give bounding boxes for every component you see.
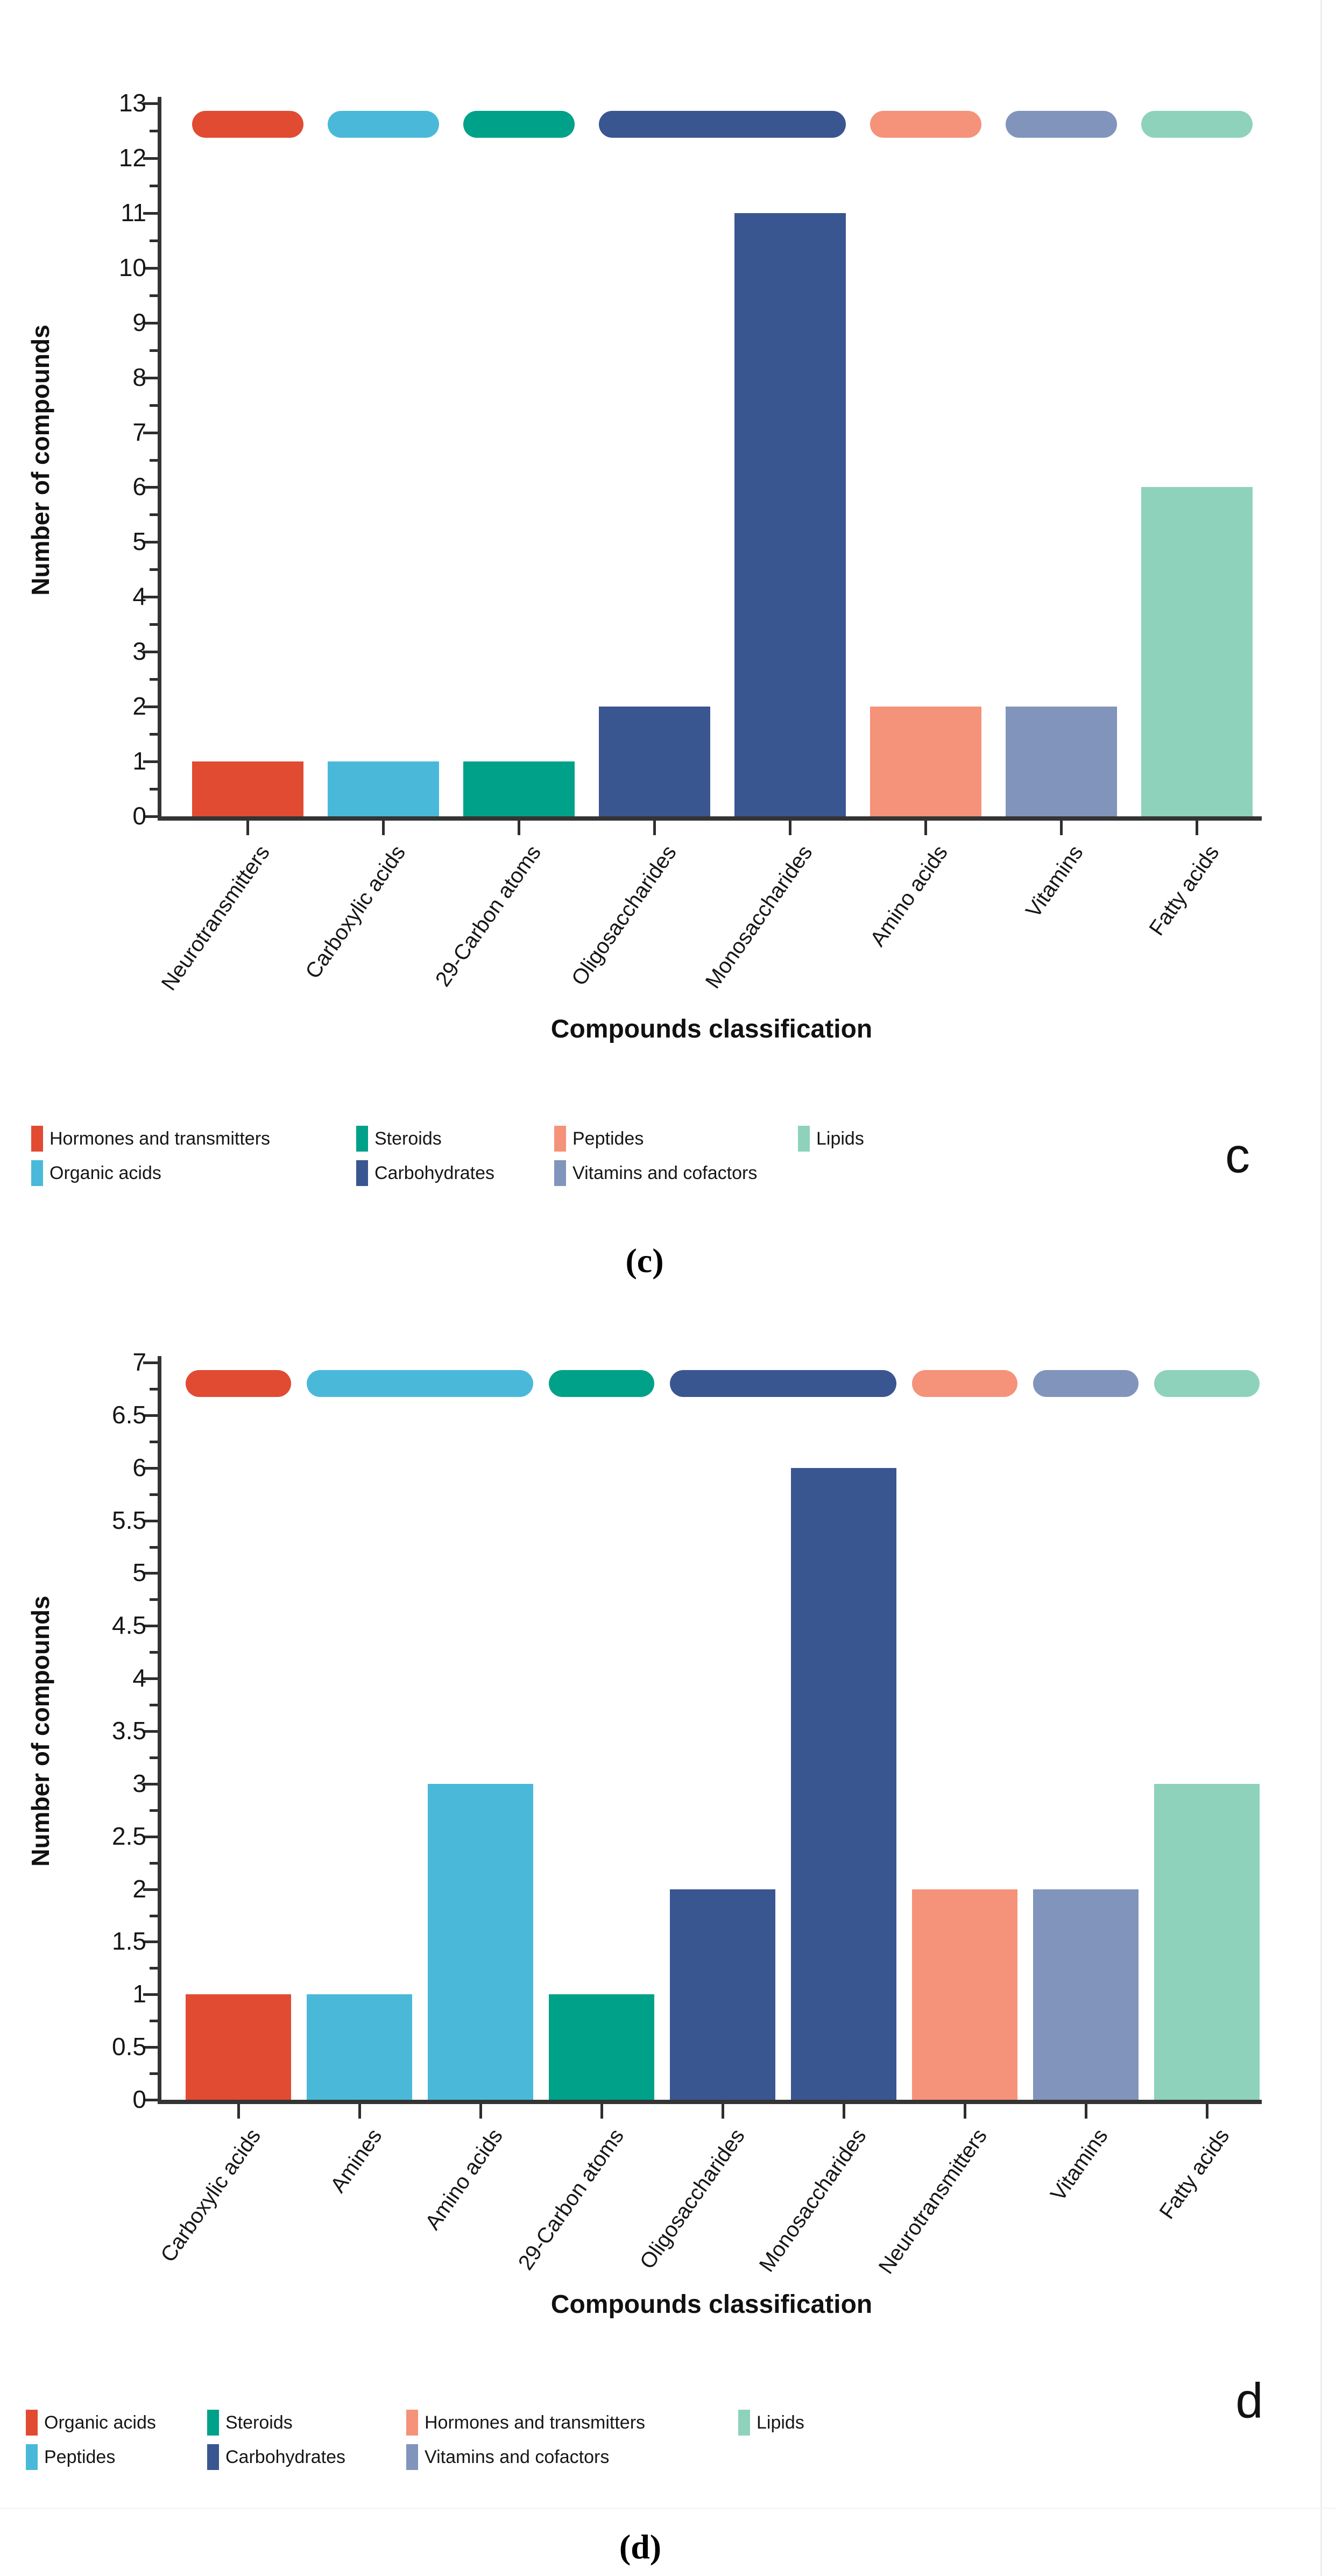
y-tick-label: 1.5 (112, 1927, 146, 1956)
legend-swatch (207, 2410, 219, 2436)
bar (1154, 1784, 1260, 2100)
page-band-line (0, 2508, 1336, 2509)
x-tick (600, 2104, 603, 2119)
group-pill (463, 111, 575, 138)
x-tick-label: Monosaccharides (754, 2125, 871, 2277)
y-minor-tick (150, 1915, 158, 1917)
y-minor-tick (150, 2020, 158, 2022)
y-minor-tick (150, 1546, 158, 1549)
x-tick (1085, 2104, 1087, 2119)
y-tick-label: 3 (132, 637, 146, 666)
y-minor-tick (150, 623, 158, 626)
legend-swatch (31, 1160, 43, 1186)
x-tick (237, 2104, 240, 2119)
x-tick (1206, 2104, 1208, 2119)
y-minor-tick (150, 294, 158, 297)
legend-label: Organic acids (50, 1163, 161, 1183)
y-tick-label: 6 (132, 1453, 146, 1481)
group-pill (1006, 111, 1117, 138)
x-tick (246, 821, 249, 835)
group-pill (670, 1370, 896, 1397)
x-tick-label: Fatty acids (1155, 2125, 1234, 2224)
bar (1141, 487, 1253, 816)
y-minor-tick (150, 1493, 158, 1496)
legend-swatch (406, 2410, 418, 2436)
x-axis-title: Compounds classification (550, 1015, 873, 1043)
y-minor-tick (150, 1441, 158, 1443)
bar (870, 707, 981, 816)
y-tick-label: 0 (132, 2085, 146, 2113)
legend-label: Vitamins and cofactors (425, 2447, 610, 2467)
x-tick-label: Vitamins (1046, 2125, 1113, 2206)
group-pill (549, 1370, 654, 1397)
y-minor-tick (150, 1704, 158, 1706)
x-tick-label: Oligosaccharides (635, 2125, 750, 2274)
x-tick-label: Vitamins (1021, 841, 1088, 922)
y-minor-tick (150, 239, 158, 242)
x-axis-line (158, 816, 1262, 821)
y-tick-label: 4.5 (112, 1611, 146, 1640)
group-pill (870, 111, 981, 138)
x-tick-label: Amino acids (421, 2125, 508, 2234)
y-tick-label: 1 (132, 747, 146, 775)
legend-label: Steroids (225, 2412, 293, 2433)
y-minor-tick (150, 1862, 158, 1865)
group-pill (328, 111, 439, 138)
x-tick (1060, 821, 1063, 835)
y-tick-label: 5 (132, 1558, 146, 1587)
y-axis-line (158, 1356, 161, 2104)
y-tick-label: 4 (132, 1664, 146, 1692)
x-tick (382, 821, 385, 835)
legend-swatch (356, 1160, 368, 1186)
legend-label: Carbohydrates (225, 2447, 346, 2467)
y-minor-tick (150, 1598, 158, 1601)
x-axis-title: Compounds classification (550, 2290, 873, 2319)
legend-label: Peptides (44, 2447, 116, 2467)
legend-swatch (26, 2444, 38, 2470)
y-tick-label: 5 (132, 527, 146, 556)
x-tick (964, 2104, 966, 2119)
x-tick-label: Amines (326, 2125, 387, 2197)
group-pill (186, 1370, 291, 1397)
legend-swatch (554, 1126, 566, 1152)
y-minor-tick (150, 2072, 158, 2075)
x-tick-label: 29-Carbon atoms (513, 2125, 629, 2275)
legend-label: Carbohydrates (374, 1163, 495, 1183)
y-tick-label: 7 (132, 1348, 146, 1376)
y-minor-tick (150, 1756, 158, 1759)
x-tick (358, 2104, 361, 2119)
x-tick-label: Neurotransmitters (157, 841, 275, 995)
bar (328, 761, 439, 816)
bar (912, 1889, 1017, 2100)
y-tick-label: 4 (132, 582, 146, 611)
x-tick-label: Carboxylic acids (155, 2125, 266, 2267)
legend-label: Vitamins and cofactors (572, 1163, 758, 1183)
y-tick-label: 3.5 (112, 1717, 146, 1745)
x-tick-label: Amino acids (866, 841, 953, 951)
panel-letter: d (1235, 2373, 1263, 2429)
y-tick-label: 0.5 (112, 2032, 146, 2061)
bar (1006, 707, 1117, 816)
panel-letter: c (1225, 1128, 1250, 1183)
legend-swatch (26, 2410, 38, 2436)
legend-swatch (356, 1126, 368, 1152)
y-tick-label: 2 (132, 692, 146, 721)
x-tick-label: 29-Carbon atoms (430, 841, 546, 991)
group-pill (1154, 1370, 1260, 1397)
x-tick (653, 821, 656, 835)
y-tick-label: 2 (132, 1874, 146, 1903)
x-tick (843, 2104, 845, 2119)
y-minor-tick (150, 733, 158, 736)
bar (192, 761, 303, 816)
x-tick (1196, 821, 1198, 835)
group-pill (912, 1370, 1017, 1397)
y-minor-tick (150, 1967, 158, 1970)
y-minor-tick (150, 1388, 158, 1391)
legend-label: Peptides (572, 1128, 644, 1149)
legend-label: Hormones and transmitters (425, 2412, 646, 2433)
y-axis-line (158, 97, 161, 820)
legend-label: Lipids (757, 2412, 804, 2433)
bar (734, 213, 846, 816)
x-tick (789, 821, 791, 835)
legend-swatch (554, 1160, 566, 1186)
x-axis-line (158, 2100, 1262, 2104)
y-tick-label: 0 (132, 802, 146, 830)
y-minor-tick (150, 185, 158, 187)
y-axis-title: Number of compounds (26, 324, 54, 596)
y-tick-label: 12 (118, 143, 146, 172)
y-tick-label: 8 (132, 363, 146, 391)
y-tick-label: 6.5 (112, 1400, 146, 1429)
y-tick-label: 7 (132, 418, 146, 446)
legend-swatch (798, 1126, 810, 1152)
x-tick-label: Oligosaccharides (567, 841, 682, 990)
y-minor-tick (150, 513, 158, 516)
page-edge-line (1320, 0, 1322, 2576)
group-pill (599, 111, 846, 138)
y-tick-label: 3 (132, 1769, 146, 1797)
bar (307, 1994, 412, 2100)
bar (1033, 1889, 1139, 2100)
legend-label: Steroids (374, 1128, 442, 1149)
group-pill (192, 111, 303, 138)
y-tick-label: 10 (118, 253, 146, 281)
legend-swatch (31, 1126, 43, 1152)
x-tick (924, 821, 927, 835)
legend-swatch (738, 2410, 750, 2436)
legend-swatch (207, 2444, 219, 2470)
legend-label: Hormones and transmitters (50, 1128, 271, 1149)
y-minor-tick (150, 459, 158, 462)
x-tick-label: Monosaccharides (701, 841, 817, 993)
y-tick-label: 5.5 (112, 1506, 146, 1534)
x-tick-label: Carboxylic acids (300, 841, 411, 983)
y-axis-title: Number of compounds (26, 1596, 54, 1867)
x-tick-label: Fatty acids (1144, 841, 1224, 940)
y-minor-tick (150, 568, 158, 571)
x-tick (479, 2104, 482, 2119)
y-minor-tick (150, 788, 158, 791)
y-tick-label: 13 (118, 89, 146, 117)
y-tick-label: 11 (121, 198, 146, 227)
x-tick (518, 821, 520, 835)
bar (599, 707, 710, 816)
y-minor-tick (150, 349, 158, 352)
legend-label: Lipids (816, 1128, 864, 1149)
y-minor-tick (150, 1651, 158, 1654)
figure-caption: (d) (619, 2528, 662, 2566)
group-pill (307, 1370, 533, 1397)
y-tick-label: 9 (132, 308, 146, 336)
bar (670, 1889, 775, 2100)
y-minor-tick (150, 404, 158, 407)
group-pill (1033, 1370, 1139, 1397)
legend-label: Organic acids (44, 2412, 156, 2433)
bar (549, 1994, 654, 2100)
y-minor-tick (150, 1809, 158, 1812)
y-tick-label: 2.5 (112, 1822, 146, 1850)
y-tick-label: 1 (132, 1980, 146, 2008)
bar (463, 761, 575, 816)
y-minor-tick (150, 130, 158, 132)
y-tick-label: 6 (132, 472, 146, 501)
x-tick (722, 2104, 724, 2119)
x-tick-label: Neurotransmitters (874, 2125, 992, 2278)
figure-caption: (c) (625, 1241, 664, 1280)
bar (791, 1468, 896, 2100)
legend-swatch (406, 2444, 418, 2470)
group-pill (1141, 111, 1253, 138)
bar (186, 1994, 291, 2100)
bar (428, 1784, 533, 2100)
y-minor-tick (150, 678, 158, 681)
